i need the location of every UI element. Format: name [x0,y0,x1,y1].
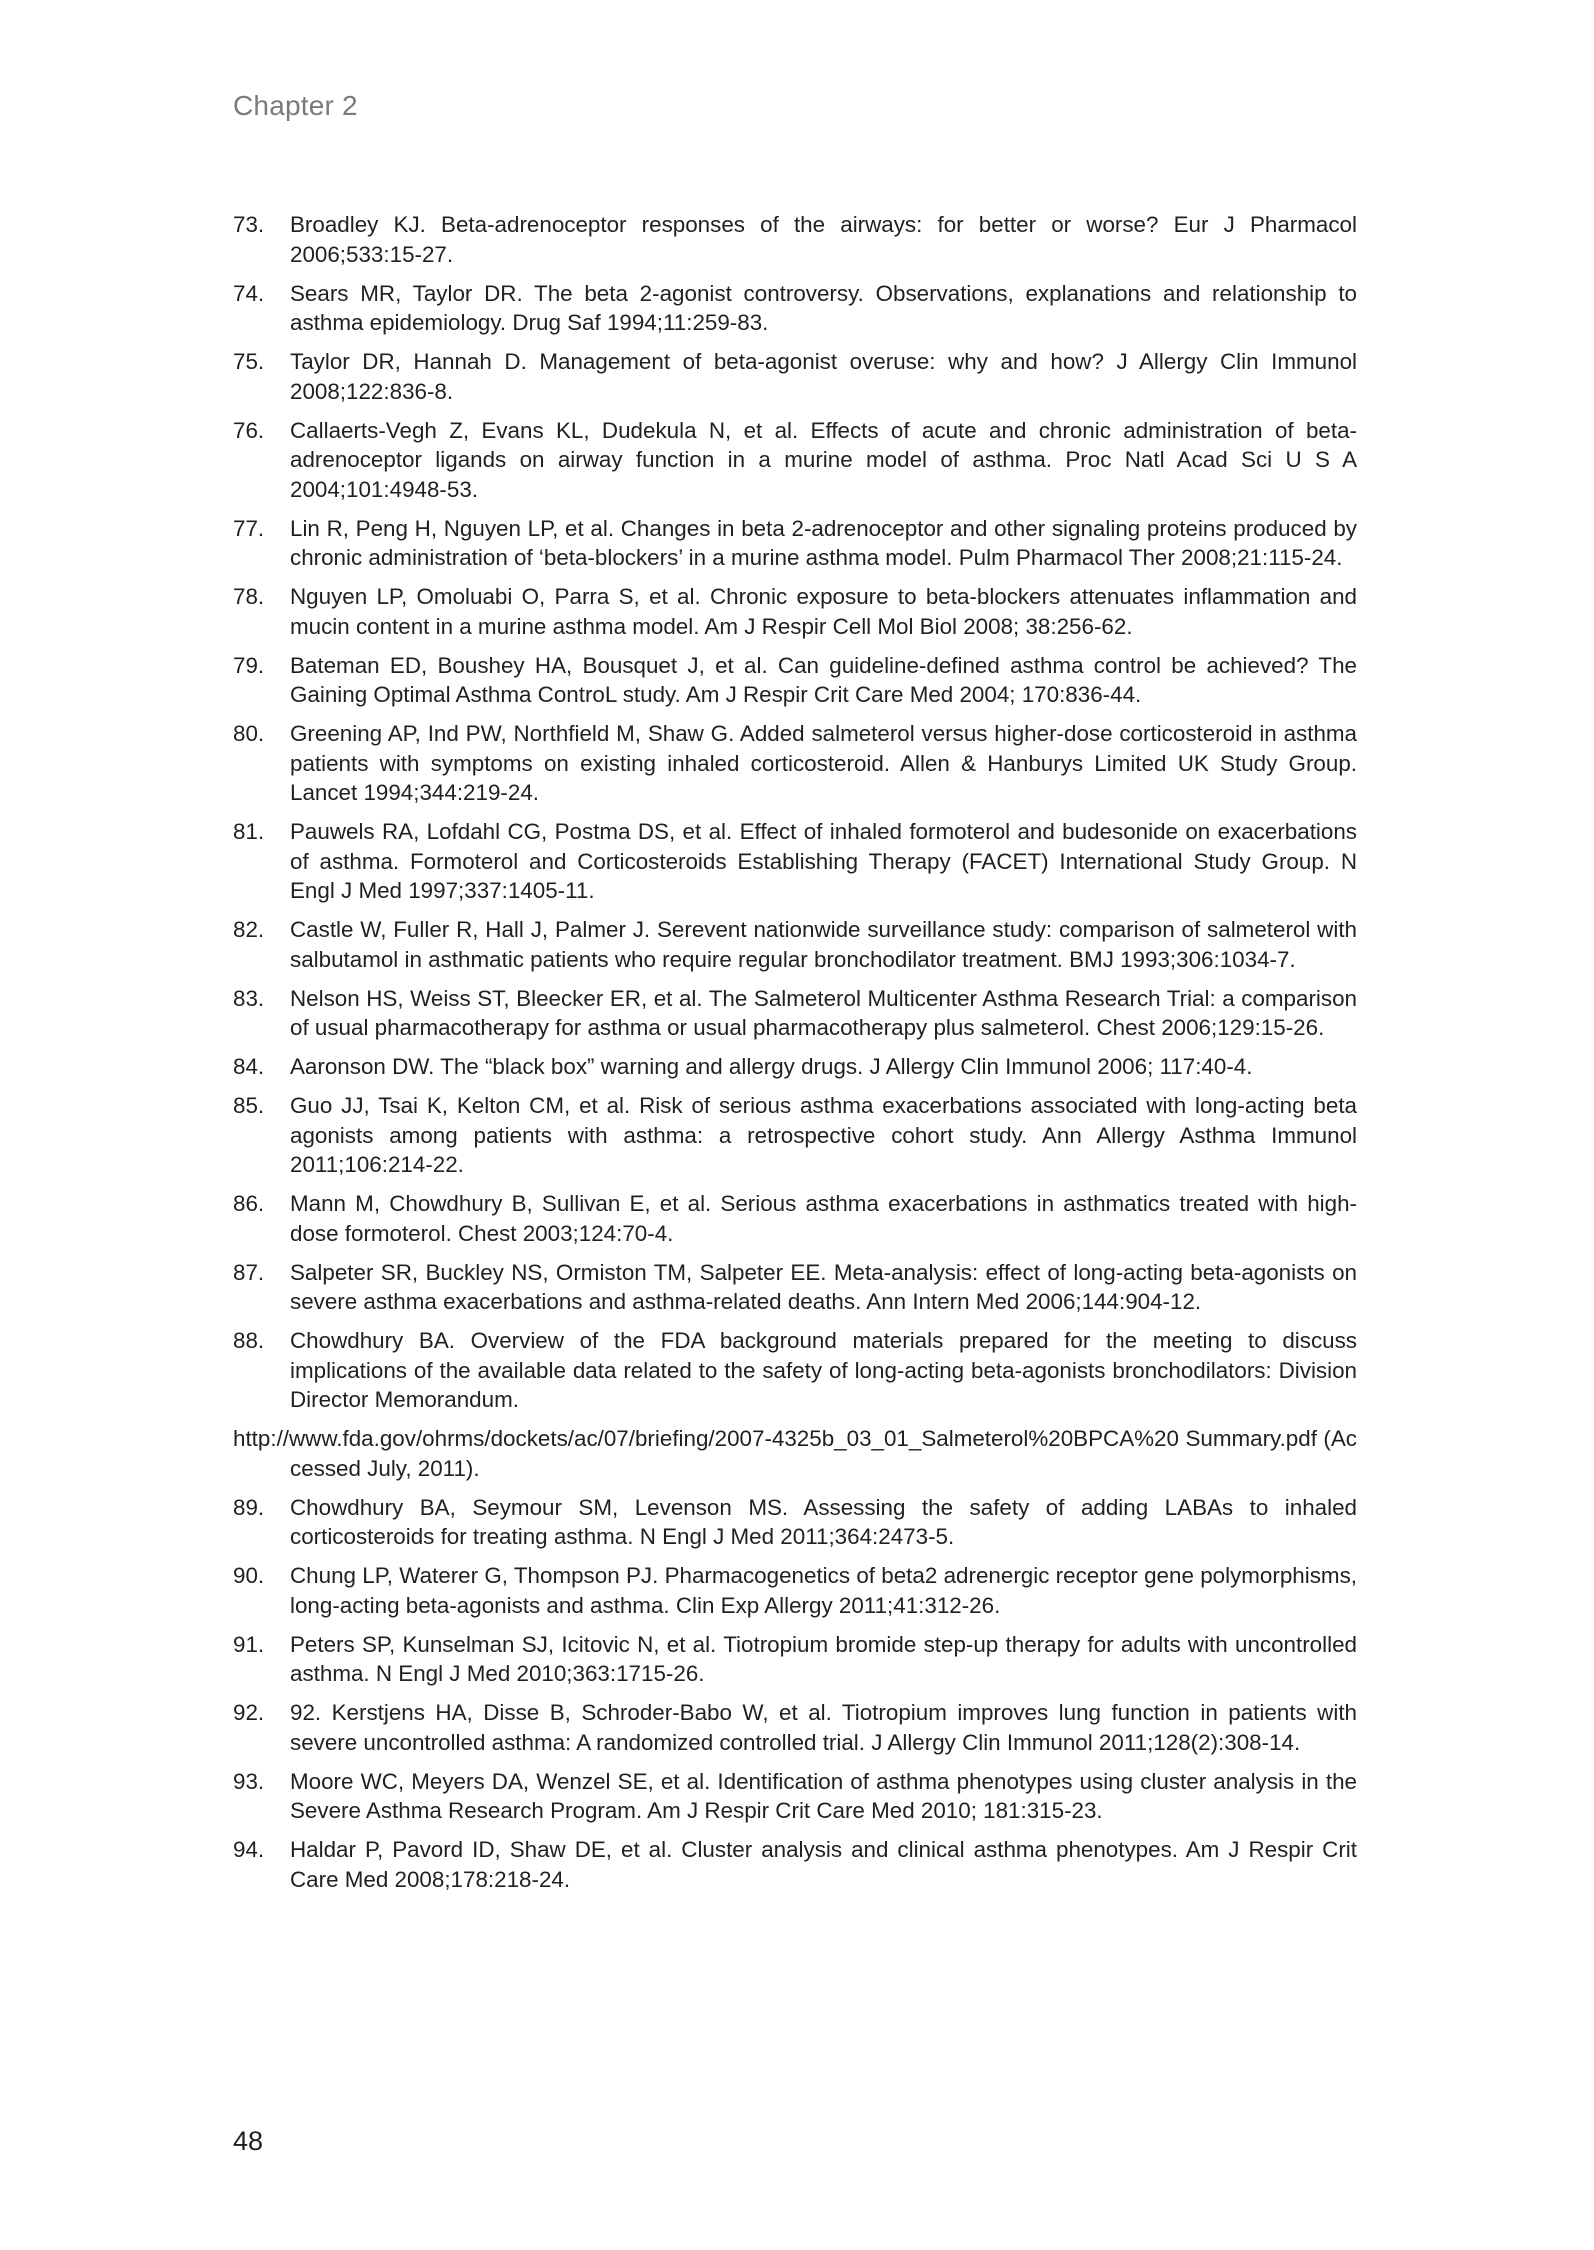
reference-text: Chowdhury BA, Seymour SM, Levenson MS. Assessing the safety of adding LABAs to inhaled corticosteroids for treating asthma. N Engl J Med 2011;364:2473-5. [290,1494,1357,1549]
reference-list [233,210,1357,1904]
reference-number: 85. [233,1093,265,1118]
reference-number: 84. [233,1054,265,1079]
reference-item [233,279,1357,338]
reference-number: 80. [233,721,265,746]
reference-item [233,1561,1357,1620]
reference-number: 86. [233,1191,265,1216]
reference-item [233,915,1357,974]
reference-number: 88. [233,1328,265,1353]
reference-text: Peters SP, Kunselman SJ, Icitovic N, et al. Tiotropium bromide step-up therapy for adults with uncontrolled asthma. N Engl J Med 2010;363:1715-26. [290,1631,1357,1686]
reference-text: Broadley KJ. Beta-adrenoceptor responses of the airways: for better or worse? Eur J Pharmacol 2006;533:15-27. [290,212,1357,267]
reference-item [233,1630,1357,1689]
reference-number: 81. [233,819,265,844]
reference-number: 83. [233,985,265,1011]
reference-text: Sears MR, Taylor DR. The beta 2-agonist controversy. Observations, explanations and relationship to asthma epidemiology. Drug Saf 1994;11:259-83. [290,280,1357,335]
reference-number: 91. [233,1631,265,1657]
reference-number: 73. [233,212,265,237]
reference-text: Chung LP, Waterer G, Thompson PJ. Pharmacogenetics of beta2 adrenergic receptor gene polymorphisms, long-acting beta-agonists and asthma. Clin Exp Allergy 2011;41:312-26. [290,1563,1357,1618]
reference-number: 79. [233,652,265,678]
reference-item [233,514,1357,573]
reference-item [233,1493,1357,1552]
reference-item [233,582,1357,641]
reference-text: Bateman ED, Boushey HA, Bousquet J, et al. Can guideline-defined asthma control be achieved? The Gaining Optimal Asthma ControL study. Am J Respir Crit Care Med 2004; 170:836-44. [290,652,1357,707]
reference-item [233,210,1357,269]
reference-text: Nguyen LP, Omoluabi O, Parra S, et al. Chronic exposure to beta-blockers attenuates inflammation and mucin content in a murine asthma model. Am J Respir Cell Mol Biol 2008; 38:256-62. [290,584,1357,639]
reference-text: Aaronson DW. The “black box” warning and allergy drugs. J Allergy Clin Immunol 2006; 117:40-4. [290,1054,1253,1079]
reference-item [233,1258,1357,1317]
reference-text: Taylor DR, Hannah D. Management of beta-agonist overuse: why and how? J Allergy Clin Immunol 2008;122:836-8. [290,349,1357,404]
reference-number: 75. [233,349,265,374]
reference-text: Moore WC, Meyers DA, Wenzel SE, et al. Identification of asthma phenotypes using cluster analysis in the Severe Asthma Research Program. Am J Respir Crit Care Med 2010; 181:315-23. [290,1768,1357,1823]
reference-text: Castle W, Fuller R, Hall J, Palmer J. Serevent nationwide surveillance study: comparison of salmeterol with salbutamol in asthmatic patients who require regular bronchodilator treatment. BMJ 1993;306:1034-7. [290,917,1357,972]
reference-item [233,347,1357,406]
reference-item [233,1698,1357,1757]
reference-number: 89. [233,1494,265,1520]
reference-text: Haldar P, Pavord ID, Shaw DE, et al. Cluster analysis and clinical asthma phenotypes. Am J Respir Crit Care Med 2008;178:218-24. [290,1837,1357,1892]
reference-url-line: http://www.fda.gov/ohrms/dockets/ac/07/briefing/2007-4325b_03_01_Salmeterol%20BPCA%20 Summary.pdf (Accessed July, 2011). [233,1426,1357,1481]
reference-text: Salpeter SR, Buckley NS, Ormiston TM, Salpeter EE. Meta-analysis: effect of long-acting beta-agonists on severe asthma exacerbations and asthma-related deaths. Ann Intern Med 2006;144:904-12. [290,1259,1357,1314]
page-number: 48 [233,2126,264,2156]
reference-item [233,817,1357,906]
reference-number: 93. [233,1768,265,1794]
reference-text: Greening AP, Ind PW, Northfield M, Shaw G. Added salmeterol versus higher-dose corticosteroid in asthma patients with symptoms on existing inhaled corticosteroid. Allen & Hanburys Limited UK Study Group. Lancet 1994;344:219-24. [290,721,1357,805]
reference-item [233,651,1357,710]
reference-number: 92. [233,1700,265,1725]
reference-item [233,984,1357,1043]
reference-number: 94. [233,1837,265,1862]
reference-text: 92. Kerstjens HA, Disse B, Schroder-Babo W, et al. Tiotropium improves lung function in patients with severe uncontrolled asthma: A randomized controlled trial. J Allergy Clin Immunol 2011;128(2):308-14. [290,1700,1357,1755]
reference-number: 77. [233,515,265,541]
reference-text: Chowdhury BA. Overview of the FDA background materials prepared for the meeting to discuss implications of the available data related to the safety of long-acting beta-agonists bronchodilators: Division Director Memorandum. [290,1328,1357,1412]
reference-text: Guo JJ, Tsai K, Kelton CM, et al. Risk of serious asthma exacerbations associated with long-acting beta agonists among patients with asthma: a retrospective cohort study. Ann Allergy Asthma Immunol 2011;106:214-22. [290,1093,1357,1177]
reference-number: 87. [233,1259,265,1285]
reference-text: Mann M, Chowdhury B, Sullivan E, et al. Serious asthma exacerbations in asthmatics treated with high-dose formoterol. Chest 2003;124:70-4. [290,1191,1357,1246]
reference-item [233,1835,1357,1894]
reference-number: 82. [233,917,265,942]
reference-item [233,1767,1357,1826]
reference-text: Lin R, Peng H, Nguyen LP, et al. Changes in beta 2-adrenoceptor and other signaling proteins produced by chronic administration of ‘beta-blockers’ in a murine asthma model. Pulm Pharmacol Ther 2008;21:115-24. [290,515,1357,570]
reference-item [233,416,1357,505]
reference-number: 74. [233,280,265,306]
reference-number: 76. [233,417,265,443]
reference-item [233,1189,1357,1248]
reference-text: Pauwels RA, Lofdahl CG, Postma DS, et al. Effect of inhaled formoterol and budesonide on exacerbations of asthma. Formoterol and Corticosteroids Establishing Therapy (FACET) International Study Group. N Engl J Med 1997;337:1405-11. [290,819,1357,903]
running-head: Chapter 2 [233,90,358,121]
reference-item [233,719,1357,808]
reference-item [233,1052,1357,1082]
reference-text: Nelson HS, Weiss ST, Bleecker ER, et al. The Salmeterol Multicenter Asthma Research Trial: a comparison of usual pharmacotherapy for asthma or usual pharmacotherapy plus salmeterol. Chest 2006;129:15-26. [290,985,1357,1040]
reference-text: Callaerts-Vegh Z, Evans KL, Dudekula N, et al. Effects of acute and chronic administration of beta-adrenoceptor ligands on airway function in a murine model of asthma. Proc Natl Acad Sci U S A 2004;101:4948-53. [290,417,1357,502]
reference-item [233,1326,1357,1415]
reference-number: 78. [233,584,265,609]
reference-item [233,1091,1357,1180]
reference-number: 90. [233,1563,265,1588]
